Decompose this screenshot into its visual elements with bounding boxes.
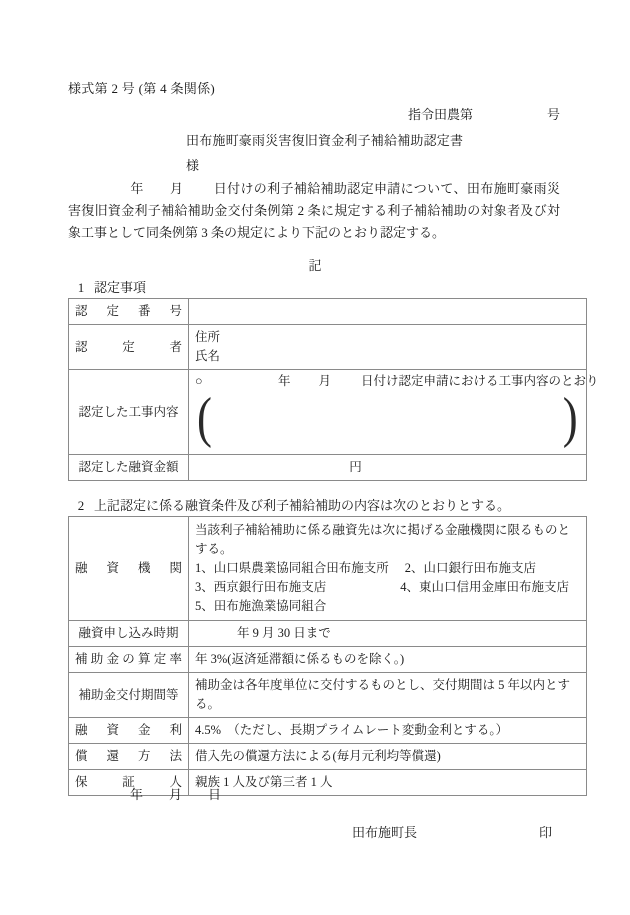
row-label-interest-rate: 融資金利 [69,718,189,744]
certification-items-table [68,298,599,481]
section-1-label: 認定事項 [94,280,147,295]
document-number-label: 指令田農第 [408,107,474,122]
body-month: 月 [169,181,184,196]
footer-day: 日 [208,787,222,802]
form-number: 様式第 2 号 (第 4 条関係) [68,81,216,96]
bracket-right-icon: ) [563,387,578,449]
row-label-construction-content: 認定した工事内容 [69,370,189,455]
row-value-interest-rate: 4.5% （ただし、長期プライムレート変動金利とする。） [189,718,587,744]
document-number-line [408,104,560,123]
issuer-name: 田布施町長 [352,825,418,840]
table-row [69,370,587,455]
circle-mark: ○ [195,374,203,388]
row-value-guarantor: 親族 1 人及び第三者 1 人 [189,770,587,796]
body-text-rest: 日付けの利子補給補助認定申請について、田布施町豪雨災害復旧資金利子補給補助金交付条例第 2 条に規定する利子補給補助の対象者及び対象工事として同条例第 3 条の規定により下記のとおり認定する。 [68,181,560,240]
construction-bracket-area[interactable] [195,387,580,451]
construction-month: 月 [318,374,332,388]
section-2-heading [68,495,510,514]
row-value-repayment-method: 借入先の償還方法による(毎月元利均等償還) [189,744,587,770]
addressee-honorific: 様 [186,158,200,173]
row-label-certified-loan-amount: 認定した融資金額 [69,455,189,481]
body-paragraph [68,178,560,244]
bank-item-4: 4、東山口信用金庫田布施支店 [400,580,570,594]
bank-item-3: 3、西京銀行田布施支店 [195,580,327,594]
body-year: 年 [130,181,144,196]
table-row [69,455,587,481]
row-value-financial-institution [189,517,587,621]
row-label-application-period: 融資申し込み時期 [69,621,189,647]
construction-year: 年 [278,374,291,388]
row-label-certified-person: 認定者 [69,325,189,370]
row-value-subsidy-period: 補助金は各年度単位に交付するものとし、交付期間は 5 年以内とする。 [189,673,587,718]
signature-line [352,822,552,841]
table-row [69,517,587,621]
document-number-unit: 号 [547,107,561,122]
row-label-subsidy-period: 補助金交付期間等 [69,673,189,718]
section-2-number: 2 [77,498,85,513]
row-label-guarantor: 保証人 [69,770,189,796]
row-value-certified-loan-amount[interactable]: 円 [189,455,587,481]
bank-item-1: 1、山口県農業協同組合田布施支所 [195,561,389,575]
footer-month: 月 [169,787,183,802]
construction-tail-text: 日付け認定申請における工事内容のとおり [361,374,599,388]
row-label-financial-institution: 融資機関 [69,517,189,621]
table-row [69,744,587,770]
ki-mark: 記 [308,258,322,273]
table-row [69,325,587,370]
table-row [69,673,587,718]
footer-year: 年 [130,787,144,802]
document-title: 田布施町豪雨災害復旧資金利子補給補助認定書 [186,133,464,148]
table-row [69,299,587,325]
bank-line-2 [195,578,580,597]
bank-line-1 [195,559,580,578]
row-value-subsidy-rate: 年 3%(返済延滞額に係るものを除く。) [189,647,587,673]
name-label: 氏名 [195,349,221,363]
bank-item-5: 5、田布施漁業協同組合 [195,599,327,613]
address-label: 住所 [195,330,221,344]
row-value-construction-content[interactable] [189,370,599,455]
row-value-certification-number[interactable] [189,299,587,325]
row-label-subsidy-rate: 補助金の算定率 [69,647,189,673]
row-value-application-period: 年 9 月 30 日まで [189,621,587,647]
seal-mark: 印 [539,825,553,840]
row-label-repayment-method: 償還方法 [69,744,189,770]
bank-intro-text: 当該利子補給補助に係る融資先は次に掲げる金融機関に限るものとする。 [195,523,571,556]
row-value-certified-person[interactable] [189,325,587,370]
construction-date-line [195,372,599,391]
bracket-left-icon: ( [197,387,212,449]
section-1-heading [68,277,146,296]
bank-item-2: 2、山口銀行田布施支店 [404,561,537,575]
footer-date-line [130,784,221,803]
table-row [69,647,587,673]
table-row [69,718,587,744]
table-row [69,621,587,647]
section-1-number: 1 [77,280,85,295]
row-label-certification-number: 認定番号 [69,299,189,325]
section-2-label: 上記認定に係る融資条件及び利子補給補助の内容は次のとおりとする。 [94,498,511,513]
loan-conditions-table [68,516,587,796]
